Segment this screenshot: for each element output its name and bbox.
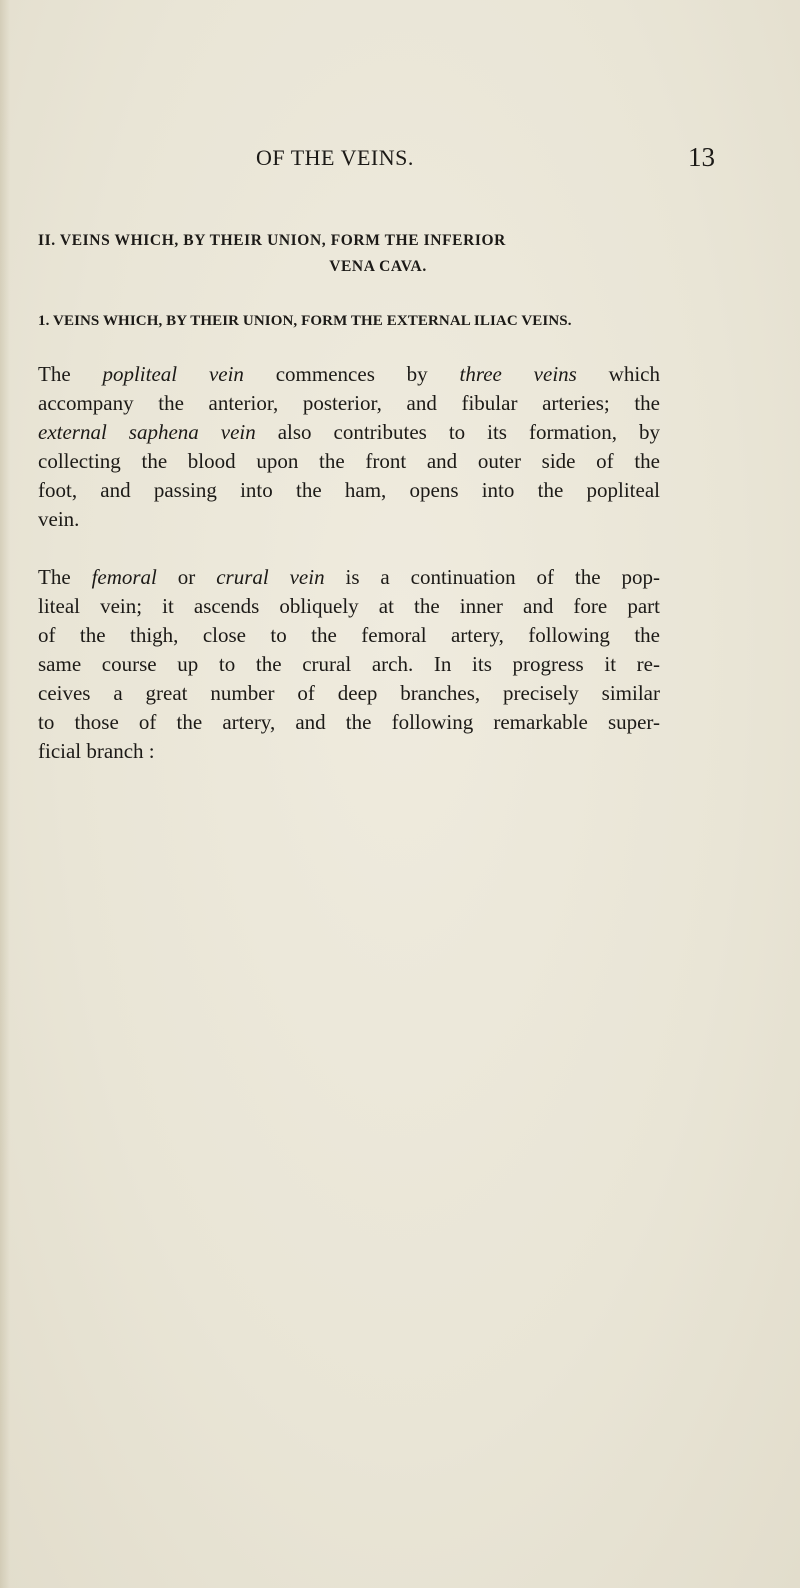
term-three-veins: three veins — [459, 362, 577, 386]
text-line: foot, and passing into the ham, opens into the popliteal — [38, 478, 660, 502]
text-line: liteal vein; it ascends obliquely at the inner and fore part — [38, 594, 660, 618]
text-line — [38, 418, 660, 447]
term-external-saphena-vein: external saphena vein — [38, 420, 256, 444]
paragraph-femoral-vein — [38, 563, 660, 766]
page-number: 13 — [688, 142, 715, 172]
text-run: also contributes to its formation, by — [255, 420, 660, 444]
text-run: The — [38, 362, 103, 386]
text-run: The — [38, 565, 92, 589]
text-run: is a continuation of the pop- — [324, 565, 660, 589]
gutter-shadow — [0, 0, 10, 1588]
section-heading-line2: VENA CAVA. — [329, 258, 427, 275]
term-popliteal-vein: popliteal vein — [102, 362, 244, 386]
section-heading-line1: II. VEINS WHICH, BY THEIR UNION, FORM THE INFERIOR — [38, 232, 506, 249]
section-heading — [38, 228, 718, 280]
text-line: to those of the artery, and the following remarkable super- — [38, 710, 660, 734]
term-femoral: femoral — [91, 565, 157, 589]
text-run: or — [156, 565, 217, 589]
text-line: of the thigh, close to the femoral artery, following the — [38, 623, 660, 647]
text-line: collecting the blood upon the front and outer side of the — [38, 449, 660, 473]
paragraph-popliteal-vein — [38, 360, 660, 534]
text-line: accompany the anterior, posterior, and fibular arteries; the — [38, 391, 660, 415]
running-title: OF THE VEINS. — [256, 145, 414, 170]
text-line: vein. — [38, 507, 80, 531]
text-line: same course up to the crural arch. In its progress it re- — [38, 652, 660, 676]
text-run: commences by — [243, 362, 460, 386]
text-run: which — [576, 362, 660, 386]
running-head — [0, 142, 800, 177]
term-crural-vein: crural vein — [216, 565, 325, 589]
text-line: ficial branch : — [38, 739, 155, 763]
text-line — [38, 563, 660, 592]
subsection-heading: 1. VEINS WHICH, BY THEIR UNION, FORM THE EXTERNAL ILIAC VEINS. — [38, 313, 572, 329]
text-line — [38, 360, 660, 389]
text-line: ceives a great number of deep branches, precisely similar — [38, 681, 660, 705]
